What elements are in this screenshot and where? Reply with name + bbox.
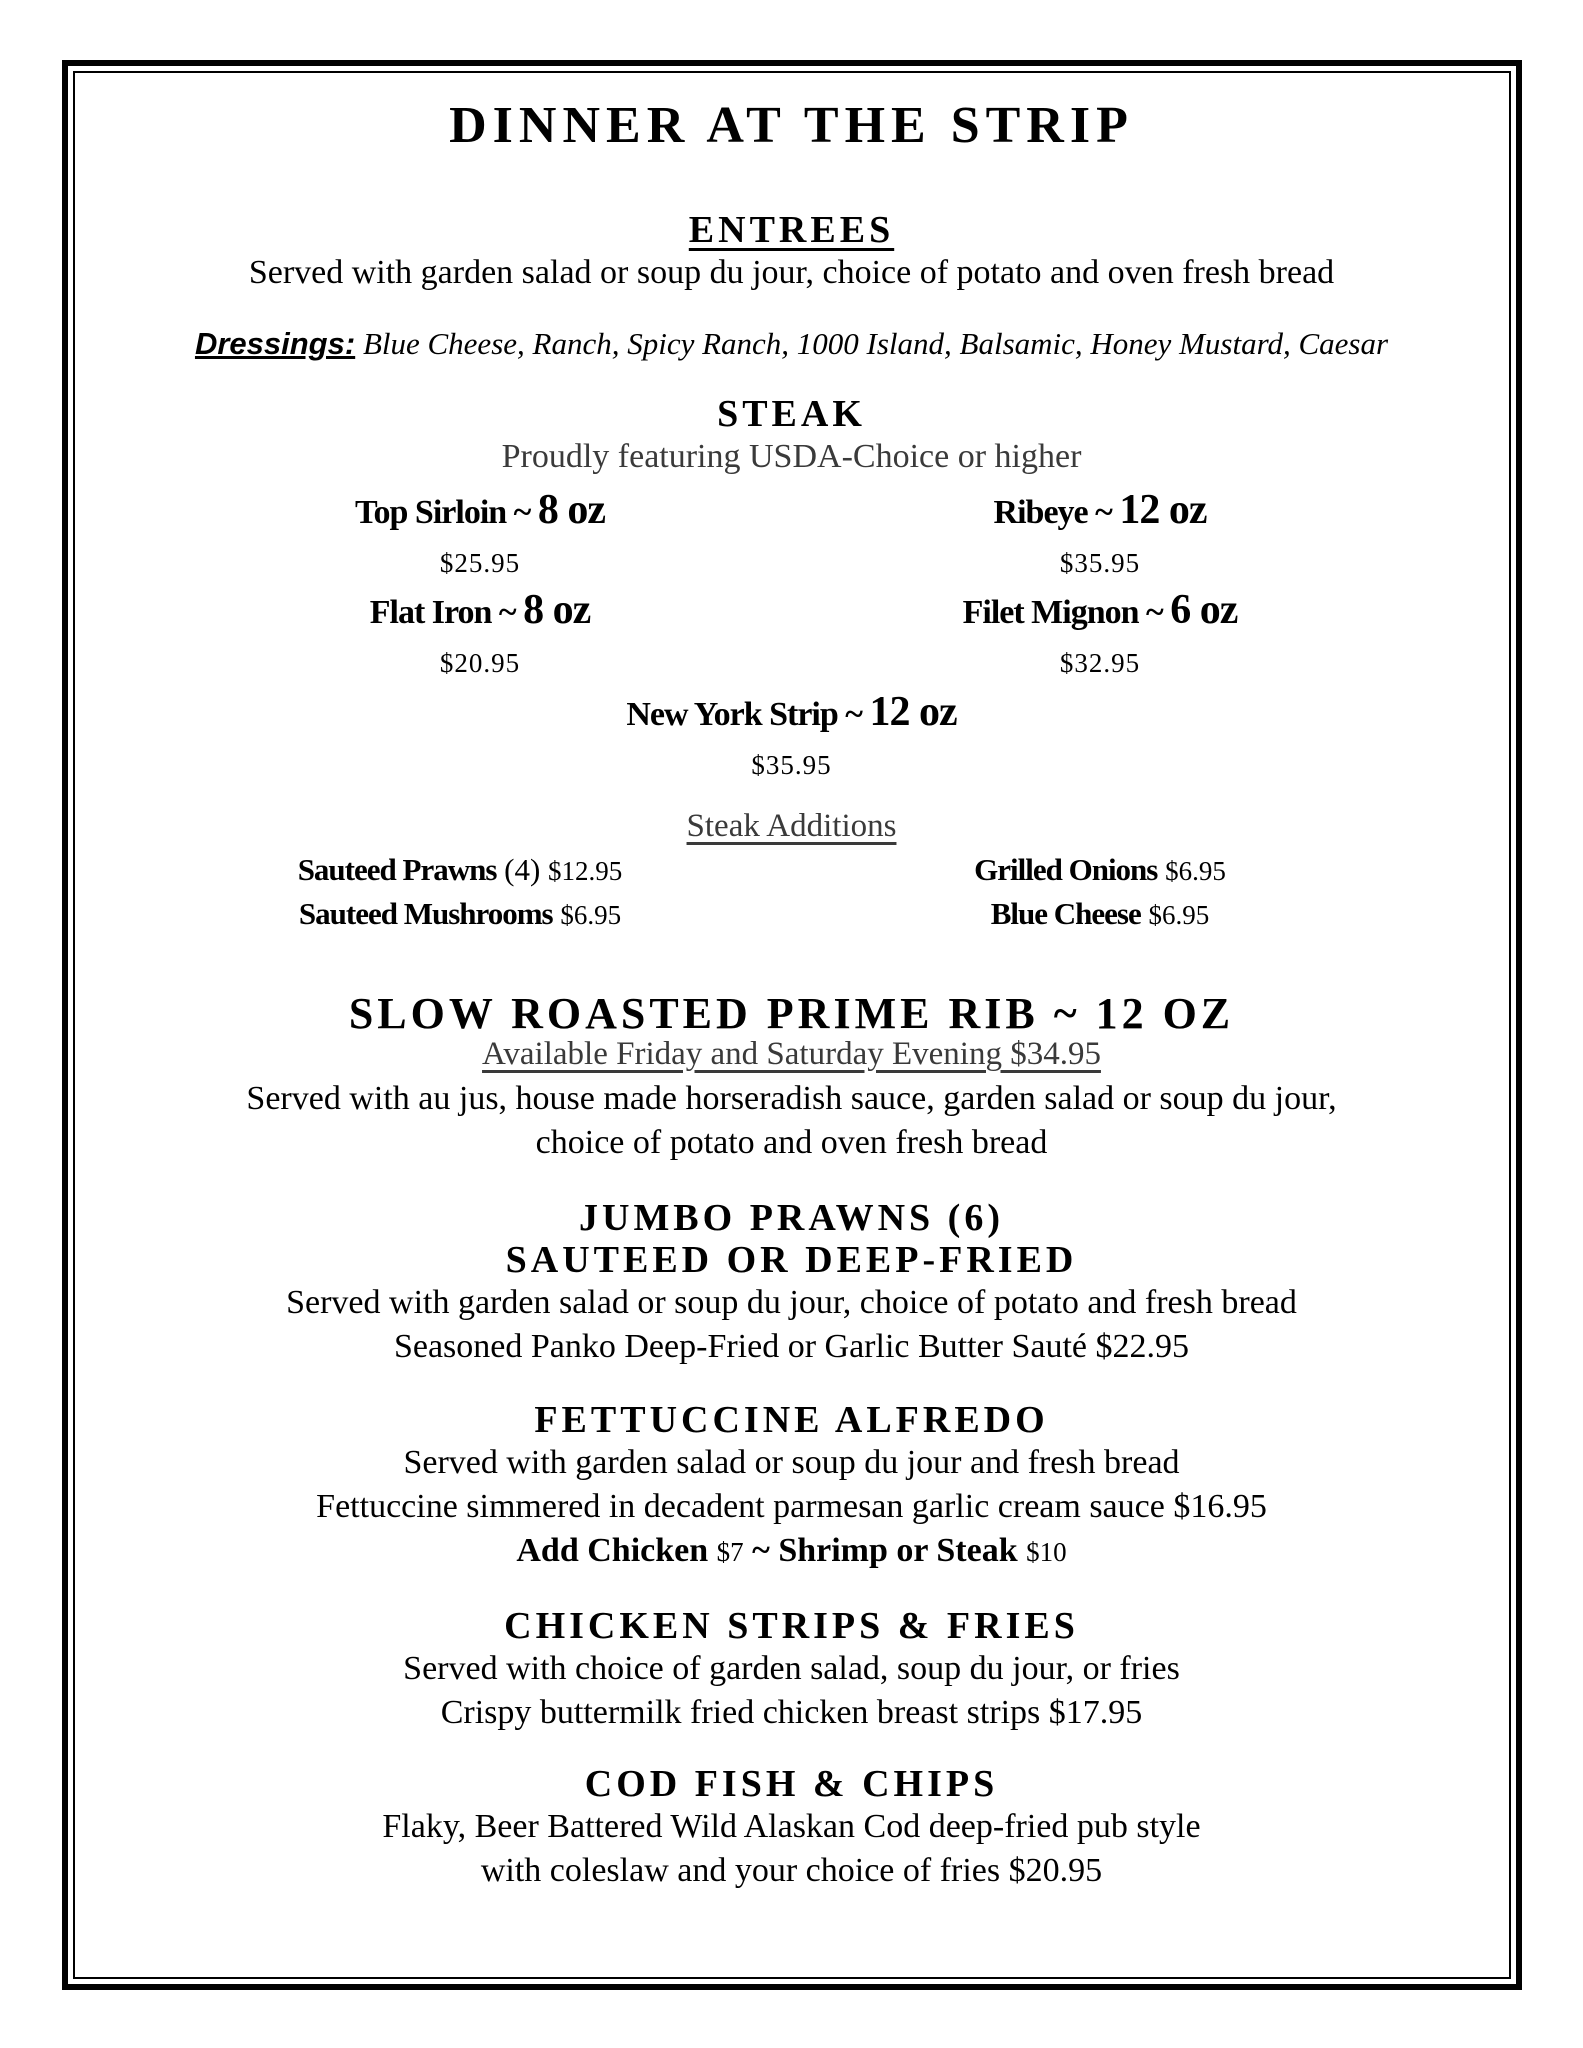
addition-name: Sauteed Mushrooms: [298, 896, 553, 931]
addition-name: Sauteed Prawns: [297, 852, 497, 887]
addition-price: $12.95: [548, 856, 623, 886]
addition-grilled-onions: [870, 852, 1330, 888]
addition-sauteed-mushrooms: [230, 896, 690, 932]
entrees-heading: ENTREES: [688, 209, 895, 251]
steak-size: 8 oz: [537, 487, 606, 533]
prime-rib-heading: SLOW ROASTED PRIME RIB ~ 12 OZ: [348, 989, 1235, 1038]
prawns-description-1: Served with garden salad or soup du jour, choice of potato and fresh bread: [286, 1284, 1297, 1321]
steak-name: New York Strip ~: [626, 696, 870, 733]
dressings-line: [0, 326, 1583, 362]
fettuccine-addons: [0, 1532, 1583, 1570]
prawns-subheading: SAUTEED OR DEEP-FRIED: [505, 1239, 1078, 1281]
addon-chicken-price: $7: [716, 1537, 744, 1567]
steak-additions-heading: Steak Additions: [686, 808, 897, 844]
addition-name: Blue Cheese: [990, 896, 1141, 931]
dressings-label: Dressings:: [194, 326, 356, 361]
steak-name: Ribeye ~: [993, 494, 1120, 531]
prime-rib-description-1: Served with au jus, house made horseradish sauce, garden salad or soup du jour,: [246, 1080, 1337, 1117]
fettuccine-description-1: Served with garden salad or soup du jour and fresh bread: [403, 1444, 1180, 1481]
steak-price-top-sirloin: $25.95: [439, 548, 521, 578]
steak-subtitle: Proudly featuring USDA-Choice or higher: [501, 438, 1082, 475]
addition-qty: (4): [496, 852, 549, 887]
steak-item-ribeye: [900, 486, 1300, 534]
steak-size: 12 oz: [869, 689, 957, 735]
fettuccine-heading: FETTUCCINE ALFREDO: [534, 1399, 1049, 1441]
steak-name: Filet Mignon ~: [962, 594, 1171, 631]
steak-price-filet-mignon: $32.95: [1059, 648, 1141, 678]
addon-separator: ~: [743, 1532, 779, 1569]
prime-rib-description-2: choice of potato and oven fresh bread: [535, 1124, 1048, 1161]
steak-size: 8 oz: [523, 587, 591, 633]
steak-price-flat-iron: $20.95: [439, 648, 521, 678]
addition-price: $6.95: [1165, 856, 1226, 886]
steak-item-top-sirloin: [280, 486, 680, 534]
prime-rib-availability: Available Friday and Saturday Evening $34.95: [482, 1036, 1101, 1072]
chicken-description-1: Served with choice of garden salad, soup du jour, or fries: [403, 1650, 1180, 1687]
steak-heading: STEAK: [717, 393, 866, 435]
steak-name: Top Sirloin ~: [354, 494, 538, 531]
addition-name: Grilled Onions: [974, 852, 1158, 887]
fettuccine-description-2: Fettuccine simmered in decadent parmesan garlic cream sauce $16.95: [316, 1488, 1267, 1525]
steak-item-filet-mignon: [900, 586, 1300, 634]
steak-size: 6 oz: [1170, 587, 1238, 633]
steak-price-ribeye: $35.95: [1059, 548, 1141, 578]
menu-title: DINNER AT THE STRIP: [449, 97, 1134, 154]
addon-shrimp-steak-price: $10: [1026, 1537, 1067, 1567]
prawns-heading: JUMBO PRAWNS (6): [579, 1197, 1004, 1239]
entrees-served-note: Served with garden salad or soup du jour, choice of potato and oven fresh bread: [248, 254, 1335, 291]
addition-blue-cheese: [870, 896, 1330, 932]
addition-price: $6.95: [560, 900, 622, 930]
chicken-heading: CHICKEN STRIPS & FRIES: [504, 1605, 1079, 1647]
prawns-description-2: Seasoned Panko Deep-Fried or Garlic Butter Sauté $22.95: [393, 1328, 1190, 1365]
cod-heading: COD FISH & CHIPS: [584, 1763, 999, 1805]
cod-description-1: Flaky, Beer Battered Wild Alaskan Cod deep-fried pub style: [382, 1808, 1201, 1845]
addon-shrimp-steak: Shrimp or Steak: [778, 1532, 1027, 1569]
addition-sauteed-prawns: [230, 852, 690, 888]
steak-name: Flat Iron ~: [369, 594, 524, 631]
cod-description-2: with coleslaw and your choice of fries $20.95: [480, 1852, 1103, 1889]
steak-item-flat-iron: [280, 586, 680, 634]
steak-price-new-york-strip: $35.95: [751, 750, 832, 780]
steak-item-new-york-strip: [0, 688, 1583, 736]
addon-chicken: Add Chicken: [516, 1532, 717, 1569]
chicken-description-2: Crispy buttermilk fried chicken breast strips $17.95: [440, 1694, 1143, 1731]
addition-price: $6.95: [1148, 900, 1210, 930]
dressings-list: Blue Cheese, Ranch, Spicy Ranch, 1000 Island, Balsamic, Honey Mustard, Caesar: [362, 326, 1389, 361]
steak-size: 12 oz: [1119, 487, 1207, 533]
